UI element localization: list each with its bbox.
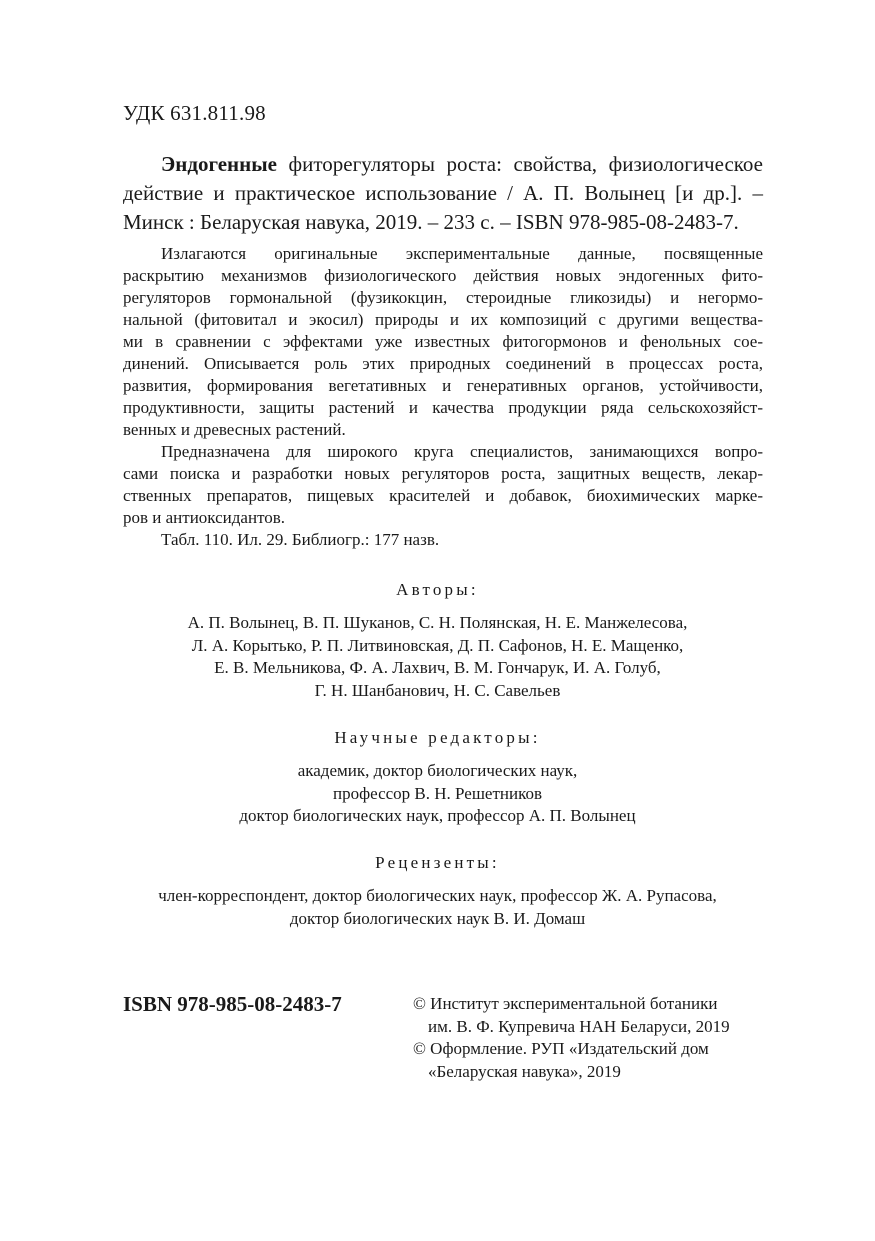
abstract-line: нальной (фитовитал и экосил) природы и их композиций с другими вещества-: [123, 310, 763, 329]
authors-list: [0, 612, 875, 702]
authors-heading: Авторы:: [396, 580, 479, 599]
editors-list: [0, 760, 875, 828]
reviewers-heading: Рецензенты:: [375, 853, 500, 872]
reviewer-line: член-корреспондент, доктор биологических наук, профессор Ж. А. Рупасова,: [158, 886, 717, 905]
author-line: Л. А. Корытько, Р. П. Литвиновская, Д. П. Сафонов, Н. Е. Мащенко,: [191, 635, 684, 655]
citation-title-bold: Эндогенные: [161, 152, 277, 176]
bibliographic-citation: [123, 150, 763, 237]
audience-line: сами поиска и разработки новых регуляторов роста, защитных веществ, лекар-: [123, 464, 763, 483]
copyright-notice: [413, 993, 730, 1083]
citation-line-2: действие и практическое использование / А. П. Волынец [и др.]. –: [123, 181, 763, 205]
citation-line-1: [123, 150, 763, 179]
author-line: А. П. Волынец, В. П. Шуканов, С. Н. Полянская, Н. Е. Манжелесова,: [187, 613, 688, 632]
editor-line: академик, доктор биологических наук,: [297, 761, 578, 780]
abstract-line: венных и древесных растений.: [123, 420, 346, 439]
abstract-line: развития, формирования вегетативных и генеративных органов, устойчивости,: [123, 376, 763, 395]
abstract: [123, 243, 763, 551]
citation-line-1-rest: фиторегуляторы роста: свойства, физиологическое: [276, 152, 763, 176]
abstract-line: продуктивности, защиты растений и качества продукции ряда сельскохозяйст-: [123, 398, 763, 417]
author-line: Е. В. Мельникова, Ф. А. Лахвич, В. М. Гончарук, И. А. Голуб,: [214, 658, 661, 677]
copyright-line: «Беларуская навука», 2019: [428, 1061, 621, 1081]
editor-line: доктор биологических наук, профессор А. П. Волынец: [239, 806, 636, 825]
author-line: Г. Н. Шанбанович, Н. С. Савельев: [314, 680, 561, 700]
tables-figures-count: Табл. 110. Ил. 29. Библиогр.: 177 назв.: [161, 530, 440, 549]
reviewers-list: [0, 885, 875, 930]
abstract-line: Излагаются оригинальные экспериментальные данные, посвященные: [161, 244, 763, 263]
abstract-line: ми в сравнении с эффектами уже известных фитогормонов и фенольных сое-: [123, 332, 763, 351]
isbn: ISBN 978-985-08-2483-7: [123, 992, 342, 1016]
editor-line: профессор В. Н. Решетников: [333, 783, 542, 803]
citation-line-3: Минск : Беларуская навука, 2019. – 233 с. – ISBN 978-985-08-2483-7.: [123, 210, 739, 234]
audience-line: ров и антиоксидантов.: [123, 508, 286, 527]
audience-line: Предназначена для широкого круга специалистов, занимающихся вопро-: [161, 442, 763, 461]
copyright-line: © Институт экспериментальной ботаники: [413, 994, 718, 1013]
editors-heading: Научные редакторы:: [334, 728, 541, 747]
udk-code: УДК 631.811.98: [123, 101, 266, 125]
copyright-line: © Оформление. РУП «Издательский дом: [413, 1039, 709, 1058]
audience-line: ственных препаратов, пищевых красителей и добавок, биохимических марке-: [123, 486, 763, 505]
abstract-line: раскрытию механизмов физиологического действия новых эндогенных фито-: [123, 266, 763, 285]
abstract-line: регуляторов гормональной (фузикокцин, стероидные гликозиды) и негормо-: [123, 288, 763, 307]
abstract-line: динений. Описывается роль этих природных соединений в процессах роста,: [123, 354, 763, 373]
copyright-line: им. В. Ф. Купревича НАН Беларуси, 2019: [428, 1016, 730, 1036]
reviewer-line: доктор биологических наук В. И. Домаш: [289, 908, 586, 928]
